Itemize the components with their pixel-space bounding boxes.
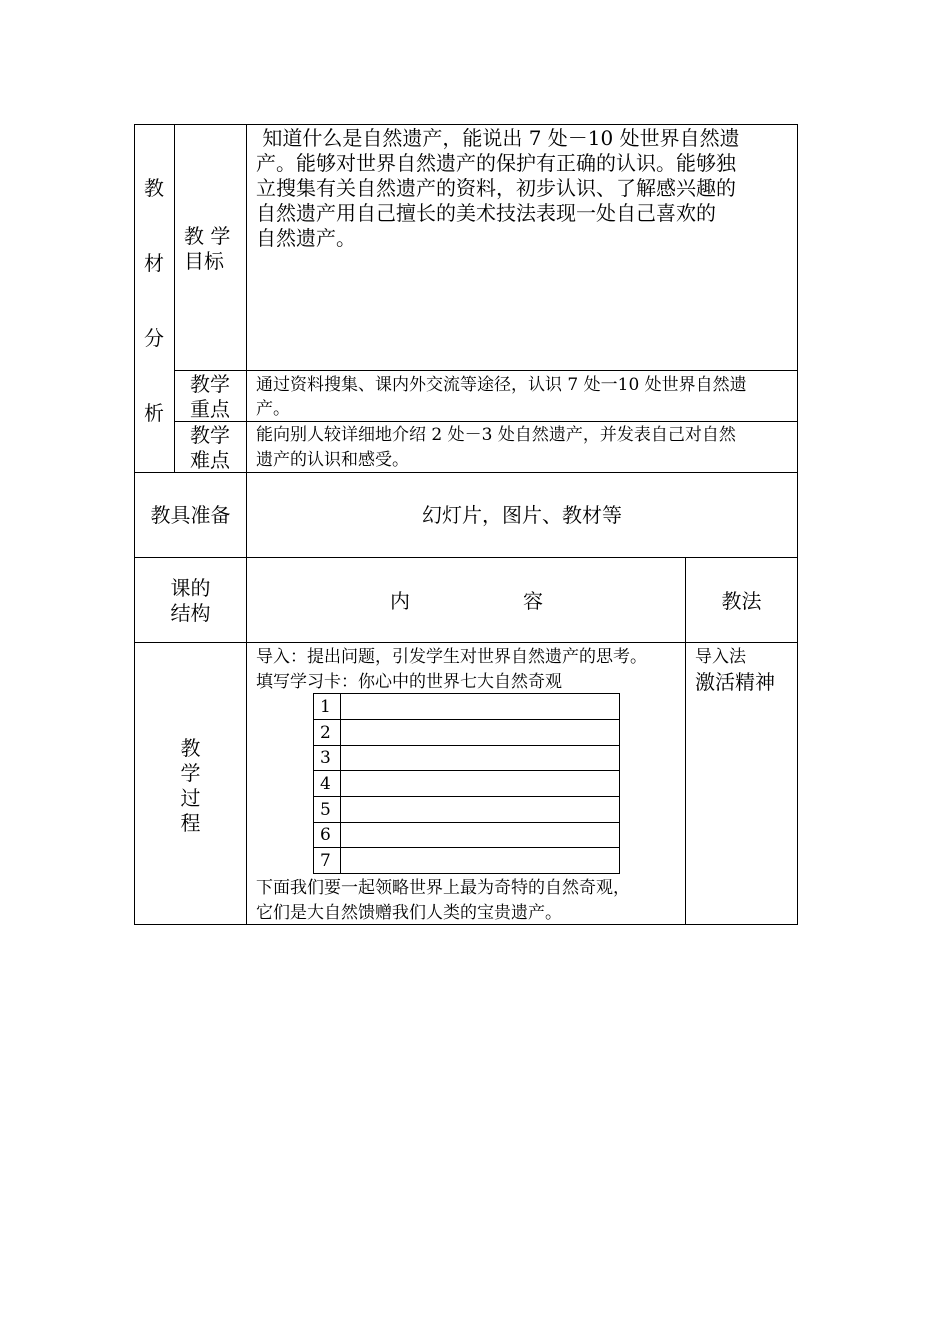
key-text: 通过资料搜集、课内外交流等途径，认识 7 处一10 处世界自然遗 — [256, 375, 747, 395]
goal-text: 自然遗产。 — [256, 226, 356, 250]
tools-label: 教具准备 — [150, 503, 231, 527]
structure-header: 结构 — [170, 601, 211, 625]
card-row-number: 4 — [320, 774, 331, 794]
row-divider — [134, 642, 798, 643]
method-text: 导入法 — [695, 647, 746, 667]
goal-label: 教 学 — [184, 224, 231, 248]
row-divider — [174, 370, 798, 371]
card-row-number: 7 — [320, 851, 331, 871]
closing-text: 它们是大自然馈赠我们人类的宝贵遗产。 — [256, 903, 562, 923]
outer-label-char: 教 — [144, 176, 164, 200]
card-row-line — [313, 745, 620, 746]
method-header: 教法 — [721, 589, 762, 613]
card-row-line — [313, 770, 620, 771]
card-row-number: 3 — [320, 748, 331, 768]
goal-label: 目标 — [184, 249, 224, 273]
card-row-number: 1 — [320, 697, 331, 717]
key-text: 产。 — [256, 399, 290, 419]
card-row-line — [313, 693, 620, 694]
structure-header: 课的 — [170, 576, 211, 600]
content-header-b: 容 — [523, 589, 543, 613]
card-row-number: 5 — [320, 800, 331, 820]
learning-card-title: 填写学习卡：你心中的世界七大自然奇观 — [256, 672, 562, 692]
card-row-line — [313, 822, 620, 823]
goal-text: 立搜集有关自然遗产的资料，初步认识、了解感兴趣的 — [256, 176, 736, 200]
method-text: 激活精神 — [695, 670, 775, 694]
difficulty-label: 教学 — [190, 423, 230, 447]
goal-text: 产。能够对世界自然遗产的保护有正确的认识。能够独 — [256, 151, 736, 175]
tools-value: 幻灯片，图片、教材等 — [422, 503, 622, 527]
card-row-number: 2 — [320, 723, 331, 743]
outer-label-char: 材 — [144, 251, 164, 275]
difficulty-text: 遗产的认识和感受。 — [256, 450, 409, 470]
process-label-char: 学 — [180, 761, 201, 785]
intro-text: 导入：提出问题，引发学生对世界自然遗产的思考。 — [256, 647, 647, 667]
goal-text: 自然遗产用自己擅长的美术技法表现一处自己喜欢的 — [256, 201, 716, 225]
card-row-line — [313, 873, 620, 874]
card-row-line — [313, 796, 620, 797]
content-header-a: 内 — [390, 589, 410, 613]
key-label: 教学 — [190, 372, 230, 396]
card-row-line — [313, 847, 620, 848]
difficulty-label: 难点 — [190, 448, 230, 472]
key-label: 重点 — [190, 397, 230, 421]
card-col-line — [313, 693, 314, 874]
process-label-char: 教 — [180, 736, 201, 760]
card-row-line — [313, 719, 620, 720]
closing-text: 下面我们要一起领略世界上最为奇特的自然奇观， — [256, 878, 630, 898]
column-divider — [174, 124, 175, 473]
process-label-char: 过 — [180, 786, 201, 810]
card-row-number: 6 — [320, 825, 331, 845]
goal-text: 知道什么是自然遗产，能说出 7 处－10 处世界自然遗 — [256, 126, 740, 150]
outer-label-char: 析 — [144, 401, 164, 425]
row-divider — [134, 472, 798, 473]
card-col-line — [619, 693, 620, 874]
process-label-char: 程 — [180, 811, 201, 835]
row-divider — [134, 557, 798, 558]
outer-label-char: 分 — [144, 326, 164, 350]
difficulty-text: 能向别人较详细地介绍 2 处－3 处自然遗产，并发表自己对自然 — [256, 425, 736, 445]
card-col-line — [340, 693, 341, 874]
